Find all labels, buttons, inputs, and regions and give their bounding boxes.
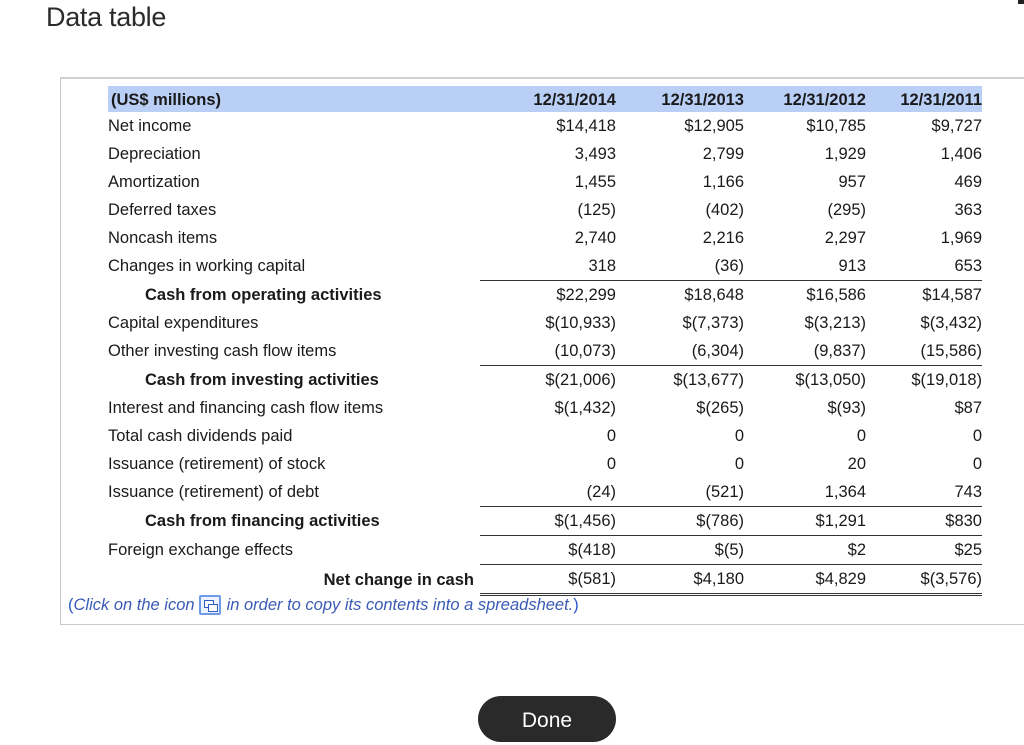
cell-value: $14,587	[922, 286, 982, 304]
table-row	[108, 394, 982, 422]
cell-value: $10,785	[806, 117, 866, 135]
table-row-subtotal	[108, 507, 982, 536]
cell-value: 1,406	[940, 145, 982, 163]
window-edge-mark	[1018, 0, 1024, 4]
cell-value: (295)	[827, 201, 866, 219]
table-row	[108, 168, 982, 196]
done-button[interactable]: Done	[478, 696, 616, 742]
cell-value: $(786)	[616, 507, 744, 536]
row-label: Issuance (retirement) of stock	[108, 455, 326, 473]
table-row	[108, 450, 982, 478]
cell-value: $1,291	[744, 507, 866, 536]
cell-value: $(3,432)	[920, 314, 982, 332]
cell-value: (402)	[705, 201, 744, 219]
cell-value: $(418)	[480, 536, 616, 565]
cell-value: $(3,576)	[866, 565, 982, 595]
table-row	[108, 196, 982, 224]
cell-value: $16,586	[806, 286, 866, 304]
cell-value: $(13,050)	[795, 371, 866, 389]
table-row	[108, 140, 982, 168]
row-label: Issuance (retirement) of debt	[108, 483, 319, 502]
cell-value: 2,216	[702, 229, 744, 247]
cell-value: $(1,456)	[480, 507, 616, 536]
cell-value: $(21,006)	[545, 371, 616, 389]
row-label: Cash from operating activities	[145, 285, 382, 304]
cell-value: (521)	[616, 478, 744, 507]
cell-value: 0	[972, 455, 982, 473]
cell-value: 318	[480, 252, 616, 281]
row-label: Cash from investing activities	[145, 370, 379, 389]
cell-value: $4,180	[616, 565, 744, 595]
table-row-subtotal	[108, 366, 982, 395]
cell-value: $(93)	[827, 399, 866, 417]
table-row	[108, 224, 982, 252]
cell-value: 1,969	[940, 229, 982, 247]
cell-value: 20	[847, 455, 866, 473]
cell-value: $9,727	[931, 117, 982, 135]
row-label: Capital expenditures	[108, 314, 259, 332]
cell-value: 0	[856, 427, 866, 445]
table-row	[108, 309, 982, 337]
row-label: Noncash items	[108, 229, 218, 247]
cell-value: $830	[866, 507, 982, 536]
row-label: Amortization	[108, 173, 200, 191]
cell-value: $87	[954, 399, 982, 417]
table-row	[108, 478, 982, 507]
row-label: Depreciation	[108, 145, 201, 163]
cell-value: $(265)	[696, 399, 744, 417]
cell-value: (6,304)	[616, 337, 744, 366]
table-header-row	[108, 86, 982, 112]
cell-value: $(7,373)	[682, 314, 744, 332]
cell-value: 0	[734, 455, 744, 473]
cell-value: $(5)	[616, 536, 744, 565]
table-row	[108, 536, 982, 565]
cell-value: 0	[734, 427, 744, 445]
row-label: Net income	[108, 117, 192, 135]
column-header: 12/31/2011	[866, 86, 982, 112]
cell-value: $4,829	[744, 565, 866, 595]
cell-value: $25	[866, 536, 982, 565]
cell-value: 2,740	[574, 229, 616, 247]
cell-value: 743	[866, 478, 982, 507]
cell-value: $18,648	[684, 286, 744, 304]
cell-value: $(1,432)	[554, 399, 616, 417]
row-label: Total cash dividends paid	[108, 427, 293, 445]
row-label: Interest and financing cash flow items	[108, 399, 384, 417]
cell-value: $(13,677)	[673, 371, 744, 389]
cell-value: $22,299	[556, 286, 616, 304]
cell-value: 1,455	[574, 173, 616, 191]
cell-value: (36)	[616, 252, 744, 281]
cell-value: 1,364	[744, 478, 866, 507]
cell-value: 913	[744, 252, 866, 281]
cell-value: (24)	[480, 478, 616, 507]
row-label: Net change in cash	[323, 570, 474, 589]
row-label: Other investing cash flow items	[108, 342, 337, 361]
cell-value: 2,799	[702, 145, 744, 163]
cell-value: 0	[972, 427, 982, 445]
cell-value: (125)	[577, 201, 616, 219]
cell-value: $14,418	[556, 117, 616, 135]
table-row	[108, 112, 982, 140]
row-label: Foreign exchange effects	[108, 541, 293, 559]
cell-value: $2	[744, 536, 866, 565]
table-row	[108, 252, 982, 281]
cell-value: $(3,213)	[804, 314, 866, 332]
note-open-paren: (	[68, 595, 74, 614]
cell-value: 0	[606, 427, 616, 445]
column-header: 12/31/2012	[744, 86, 866, 112]
note-close-paren: )	[573, 595, 579, 614]
table-row	[108, 422, 982, 450]
note-suffix: in order to copy its contents into a spreadsheet.	[226, 595, 574, 614]
cell-value: 0	[606, 455, 616, 473]
cell-value: 2,297	[824, 229, 866, 247]
cell-value: 469	[954, 173, 982, 191]
cell-value: $(10,933)	[545, 314, 616, 332]
cell-value: (15,586)	[866, 337, 982, 366]
cell-value: $(581)	[480, 565, 616, 595]
table-row-subtotal	[108, 281, 982, 310]
cell-value: (9,837)	[744, 337, 866, 366]
column-header: 12/31/2014	[480, 86, 616, 112]
cell-value: 1,929	[824, 145, 866, 163]
row-label: Cash from financing activities	[145, 512, 380, 530]
copy-spreadsheet-icon[interactable]	[199, 595, 221, 615]
cash-flow-table	[108, 86, 982, 596]
dialog-title: Data table	[46, 2, 167, 32]
cell-value: 363	[954, 201, 982, 219]
row-label: Deferred taxes	[108, 201, 217, 219]
cell-value: 957	[838, 173, 866, 191]
cell-value: 653	[866, 252, 982, 281]
column-header: 12/31/2013	[616, 86, 744, 112]
unit-header: (US$ millions)	[108, 86, 480, 112]
cell-value: 3,493	[574, 145, 616, 163]
cell-value: $(19,018)	[911, 371, 982, 389]
cell-value: (10,073)	[480, 337, 616, 366]
row-label: Changes in working capital	[108, 257, 306, 276]
copy-instruction-note	[68, 595, 579, 615]
cell-value: 1,166	[702, 173, 744, 191]
table-row	[108, 337, 982, 366]
table-row-total	[108, 565, 982, 595]
cell-value: $12,905	[684, 117, 744, 135]
note-prefix: Click on the icon	[73, 595, 195, 614]
